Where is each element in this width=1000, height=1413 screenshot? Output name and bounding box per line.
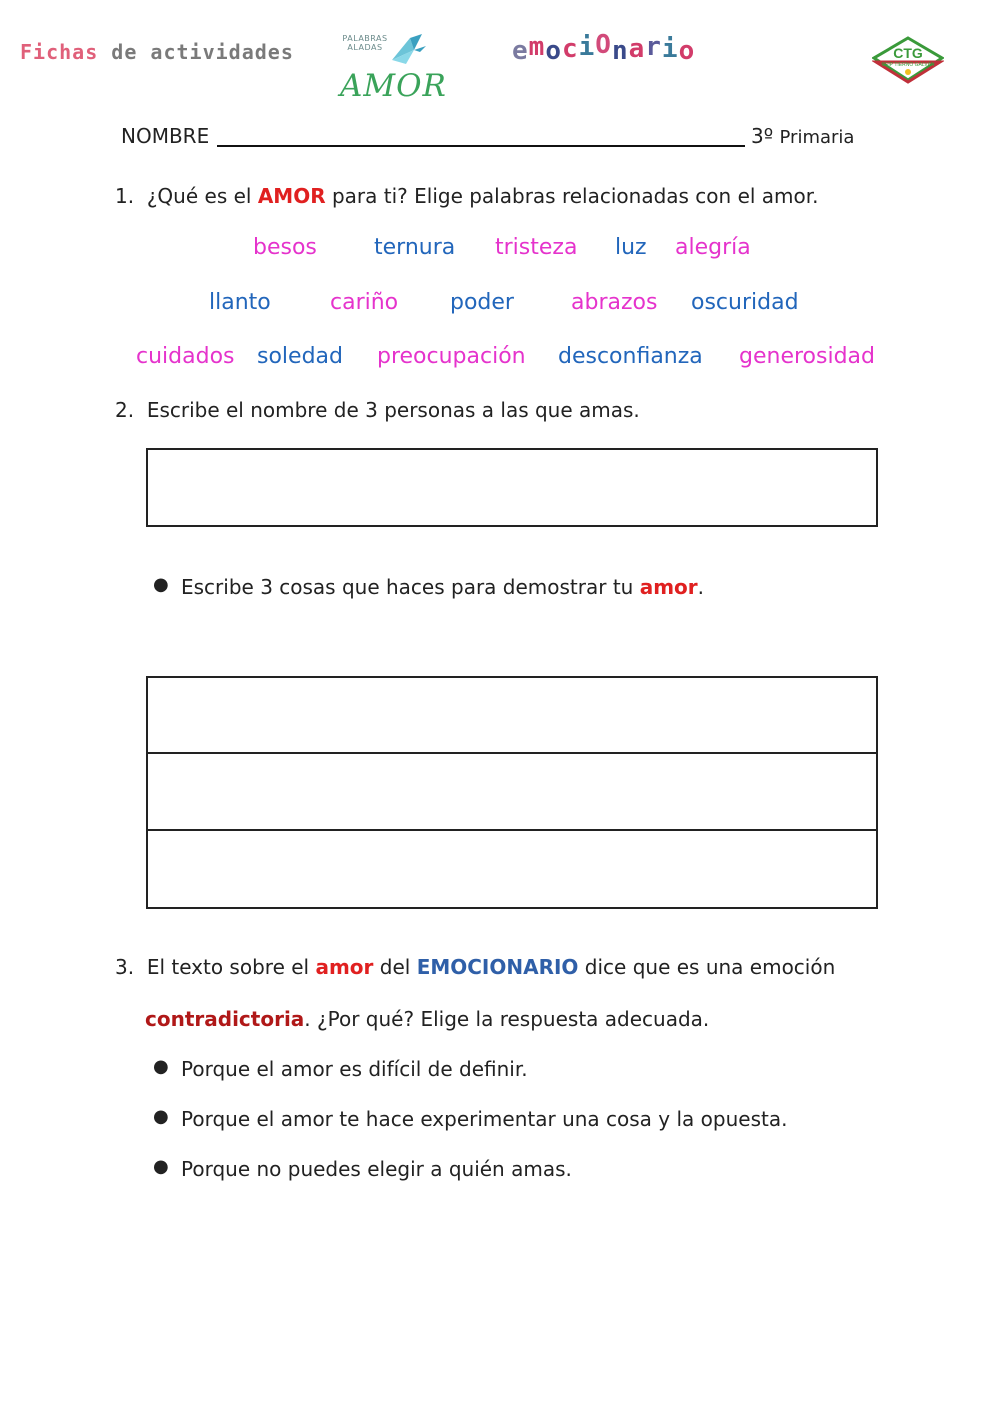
emocionario-letter: r xyxy=(645,32,662,62)
answer-option[interactable]: ● Porque el amor es difícil de definir. xyxy=(153,1056,528,1081)
question-2-bullet: ● Escribe 3 cosas que haces para demostrar tu amor. xyxy=(153,574,705,599)
question-2: 2. Escribe el nombre de 3 personas a las que amas. xyxy=(115,398,640,422)
header-title-part1: Fichas xyxy=(20,40,99,64)
name-field[interactable] xyxy=(217,145,745,147)
header-title xyxy=(20,40,294,64)
emotion-title: AMOR xyxy=(340,68,447,104)
emocionario-letter: e xyxy=(512,36,529,66)
word-option[interactable]: preocupación xyxy=(377,344,526,369)
emocionario-letter: o xyxy=(545,36,562,66)
word-option[interactable]: cuidados xyxy=(136,344,235,369)
header-title-part2: de actividades xyxy=(111,40,294,64)
word-option[interactable]: oscuridad xyxy=(691,290,799,315)
word-option[interactable]: cariño xyxy=(330,290,399,315)
question-3: 3. El texto sobre el amor del EMOCIONARIO dice que es una emoción xyxy=(115,955,836,979)
word-option[interactable]: abrazos xyxy=(571,290,658,315)
grade-label: 3º Primaria xyxy=(751,124,855,148)
answer-box-people[interactable] xyxy=(146,448,878,527)
word-option[interactable]: generosidad xyxy=(739,344,875,369)
paper-bird-icon xyxy=(340,30,430,70)
emocionario-letter: m xyxy=(528,32,546,62)
bullet-icon: ● xyxy=(153,574,169,595)
word-option[interactable]: luz xyxy=(615,235,647,260)
emocionario-letter: c xyxy=(561,34,579,64)
name-label: NOMBRE xyxy=(121,124,210,148)
answer-box-row[interactable] xyxy=(146,676,878,754)
emocionario-letter: n xyxy=(611,36,629,66)
svg-text:CEIP TIERNO GALVÁN: CEIP TIERNO GALVÁN xyxy=(881,62,935,68)
word-option[interactable]: tristeza xyxy=(495,235,578,260)
svg-text:CTG: CTG xyxy=(893,45,923,61)
question-3-line2: contradictoria. ¿Por qué? Elige la respuesta adecuada. xyxy=(145,1007,710,1031)
emocionario-letter: i xyxy=(578,32,596,62)
palabras-aladas-logo xyxy=(340,30,430,70)
emocionario-letter: O xyxy=(595,30,612,60)
school-logo xyxy=(872,36,944,86)
answer-option[interactable]: ● Porque no puedes elegir a quién amas. xyxy=(153,1156,572,1181)
bullet-icon: ● xyxy=(153,1106,169,1127)
answer-option[interactable]: ● Porque el amor te hace experimentar una cosa y la opuesta. xyxy=(153,1106,788,1131)
word-option[interactable]: alegría xyxy=(675,235,751,260)
answer-box-row[interactable] xyxy=(146,829,878,909)
word-option[interactable]: ternura xyxy=(374,235,456,260)
word-option[interactable]: desconfianza xyxy=(558,344,703,369)
word-option[interactable]: poder xyxy=(450,290,514,315)
emocionario-logo xyxy=(512,30,696,66)
question-1: 1. ¿Qué es el AMOR para ti? Elige palabras relacionadas con el amor. xyxy=(115,184,819,208)
word-option[interactable]: besos xyxy=(253,235,317,260)
bullet-icon: ● xyxy=(153,1056,169,1077)
word-option[interactable]: llanto xyxy=(209,290,271,315)
school-logo-icon xyxy=(872,36,944,86)
emocionario-letter: i xyxy=(661,34,679,64)
emocionario-letter: a xyxy=(628,34,646,64)
bullet-icon: ● xyxy=(153,1156,169,1177)
emocionario-letter: o xyxy=(678,36,696,66)
word-option[interactable]: soledad xyxy=(257,344,343,369)
palabras-aladas-text: PALABRAS ALADAS xyxy=(342,34,388,52)
answer-box-row[interactable] xyxy=(146,752,878,831)
